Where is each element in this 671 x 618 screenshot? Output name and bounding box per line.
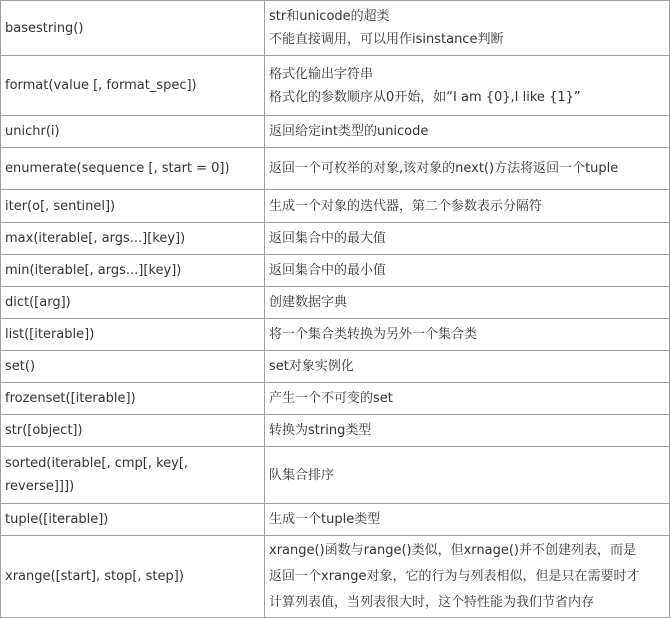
description-cell <box>265 1 670 56</box>
description-cell <box>265 56 670 116</box>
function-cell: sorted(iterable[, cmp[, key[, reverse]]]) <box>1 447 265 504</box>
description-line: 计算列表值，当列表很大时，这个特性能为我们节省内存 <box>269 594 595 610</box>
function-cell: format(value [, format_spec]) <box>1 56 265 116</box>
function-cell: min(iterable[, args...][key]) <box>1 255 265 287</box>
description-cell <box>265 447 670 504</box>
description-line: 队集合排序 <box>269 467 335 483</box>
table-row <box>1 190 670 223</box>
table-row <box>1 255 670 287</box>
description-cell <box>265 319 670 351</box>
function-cell: frozenset([iterable]) <box>1 383 265 415</box>
table-row <box>1 287 670 319</box>
description-line: xrange()函数与range()类似，但xrnage()并不创建列表，而是 <box>269 542 636 558</box>
table-row <box>1 504 670 536</box>
description-cell <box>265 415 670 447</box>
table-row <box>1 447 670 504</box>
description-cell <box>265 504 670 536</box>
description-line: set对象实例化 <box>269 359 354 374</box>
description-cell <box>265 536 670 618</box>
description-line: 产生一个不可变的set <box>269 391 393 406</box>
function-cell: enumerate(sequence [, start = 0]) <box>1 148 265 190</box>
description-line: 创建数据字典 <box>269 295 348 310</box>
table-row <box>1 148 670 190</box>
table-row <box>1 536 670 618</box>
table-row <box>1 56 670 116</box>
description-line: 返回集合中的最小值 <box>269 263 387 278</box>
function-cell: tuple([iterable]) <box>1 504 265 536</box>
function-cell: max(iterable[, args...][key]) <box>1 223 265 255</box>
description-cell <box>265 351 670 383</box>
description-cell <box>265 383 670 415</box>
description-line: 返回集合中的最大值 <box>269 231 387 246</box>
table-row <box>1 415 670 447</box>
description-line: 生成一个tuple类型 <box>269 512 381 527</box>
description-line: 返回一个可枚举的对象,该对象的next()方法将返回一个tuple <box>269 161 619 176</box>
description-cell <box>265 223 670 255</box>
table-row <box>1 383 670 415</box>
table-row <box>1 351 670 383</box>
function-cell: unichr(i) <box>1 116 265 148</box>
description-cell <box>265 255 670 287</box>
description-cell <box>265 148 670 190</box>
description-line: 格式化输出字符串 <box>269 66 374 82</box>
description-cell <box>265 190 670 223</box>
description-line: 返回给定int类型的unicode <box>269 124 429 139</box>
table-row <box>1 319 670 351</box>
table-row <box>1 1 670 56</box>
function-cell: set() <box>1 351 265 383</box>
description-line: str和unicode的超类 <box>269 9 390 24</box>
function-cell: dict([arg]) <box>1 287 265 319</box>
function-cell: str([object]) <box>1 415 265 447</box>
description-line: 格式化的参数顺序从0开始，如“I am {0},I like {1}” <box>269 89 581 105</box>
function-cell: xrange([start], stop[, step]) <box>1 536 265 618</box>
description-cell <box>265 116 670 148</box>
table-row <box>1 223 670 255</box>
description-line: 生成一个对象的迭代器，第二个参数表示分隔符 <box>269 198 543 214</box>
description-cell <box>265 287 670 319</box>
function-cell: basestring() <box>1 1 265 56</box>
table-row <box>1 116 670 148</box>
function-cell: iter(o[, sentinel]) <box>1 190 265 223</box>
description-line: 返回一个xrange对象，它的行为与列表相似，但是只在需要时才 <box>269 568 640 584</box>
description-line: 不能直接调用，可以用作isinstance判断 <box>269 32 504 47</box>
description-line: 转换为string类型 <box>269 423 372 438</box>
function-cell: list([iterable]) <box>1 319 265 351</box>
description-line: 将一个集合类转换为另外一个集合类 <box>269 327 478 342</box>
